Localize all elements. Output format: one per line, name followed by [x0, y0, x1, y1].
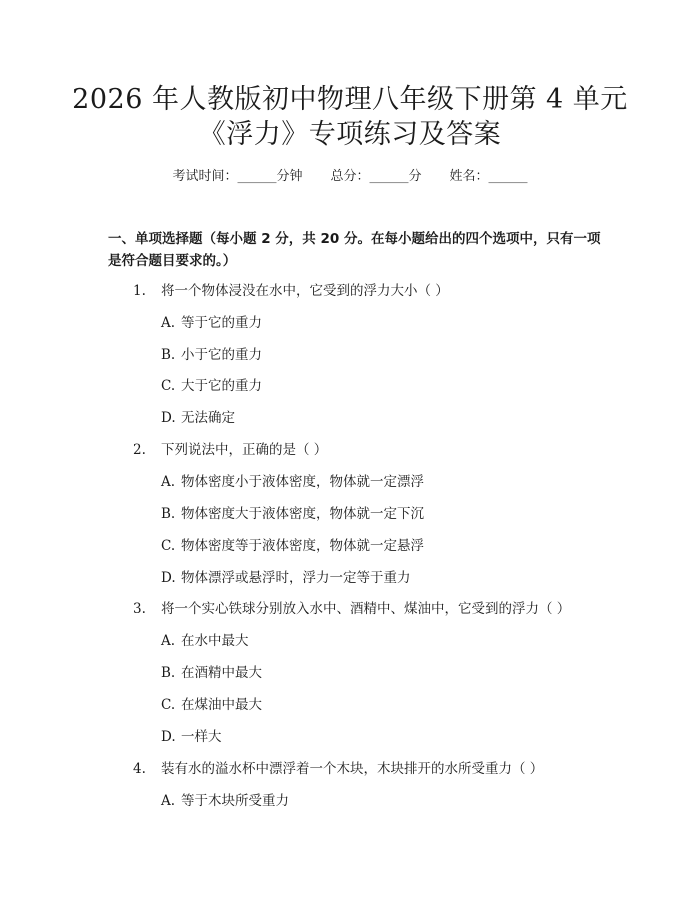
option-text: 物体密度大于液体密度，物体就一定下沉	[181, 506, 424, 522]
document-title-line1: 2026 年人教版初中物理八年级下册第 4 单元	[72, 84, 628, 115]
option-label: C.	[161, 378, 176, 394]
option-2b	[161, 505, 424, 523]
option-label: D.	[161, 410, 176, 426]
question-text: 将一个物体浸没在水中，它受到的浮力大小（ ）	[161, 283, 449, 299]
option-text: 无法确定	[181, 410, 235, 426]
option-text: 等于它的重力	[181, 315, 262, 331]
question-number: 2.	[133, 442, 146, 458]
option-label: D.	[161, 729, 176, 745]
option-text: 物体漂浮或悬浮时，浮力一定等于重力	[181, 570, 411, 586]
option-label: A.	[161, 633, 176, 649]
option-3b	[161, 664, 262, 682]
question-number: 3.	[133, 601, 146, 617]
question-number: 1.	[133, 283, 146, 299]
option-label: C.	[161, 538, 176, 554]
option-2a	[161, 473, 424, 491]
total-score-field: 总分：______分	[330, 169, 422, 184]
option-text: 小于它的重力	[181, 347, 262, 363]
option-text: 物体密度等于液体密度，物体就一定悬浮	[181, 538, 424, 554]
question-text: 下列说法中，正确的是（ ）	[161, 442, 328, 458]
option-label: A.	[161, 474, 176, 490]
option-1a	[161, 314, 262, 332]
option-label: D.	[161, 570, 176, 586]
option-1b	[161, 346, 262, 364]
option-label: C.	[161, 697, 176, 713]
option-label: B.	[161, 506, 176, 522]
option-text: 大于它的重力	[181, 378, 262, 394]
question-text: 装有水的溢水杯中漂浮着一个木块，木块排开的水所受重力（ ）	[161, 761, 544, 777]
exam-info	[0, 168, 700, 186]
option-1c	[161, 377, 262, 395]
option-label: B.	[161, 347, 176, 363]
exam-time-field: 考试时间：______分钟	[172, 169, 303, 184]
option-2d	[161, 569, 411, 587]
option-label: B.	[161, 665, 176, 681]
document-title-line2: 《浮力》专项练习及答案	[198, 119, 502, 150]
option-4a	[161, 792, 289, 810]
option-text: 一样大	[181, 729, 222, 745]
option-1d	[161, 409, 235, 427]
question-2	[133, 441, 327, 459]
option-label: A.	[161, 793, 176, 809]
option-text: 在酒精中最大	[181, 665, 262, 681]
option-text: 在煤油中最大	[181, 697, 262, 713]
option-2c	[161, 537, 424, 555]
question-text: 将一个实心铁球分别放入水中、酒精中、煤油中，它受到的浮力（ ）	[161, 601, 571, 617]
student-name-field: 姓名：______	[449, 169, 528, 184]
question-4	[133, 760, 543, 778]
option-3a	[161, 632, 249, 650]
option-3d	[161, 728, 222, 746]
section-heading: 一、单项选择题（每小题 2 分，共 20 分。在每小题给出的四个选项中，只有一项是符合题目要求的。）	[108, 231, 601, 269]
question-3	[133, 600, 570, 618]
question-number: 4.	[133, 761, 146, 777]
option-label: A.	[161, 315, 176, 331]
option-text: 物体密度小于液体密度，物体就一定漂浮	[181, 474, 424, 490]
option-text: 在水中最大	[181, 633, 249, 649]
option-text: 等于木块所受重力	[181, 793, 289, 809]
option-3c	[161, 696, 262, 714]
question-1	[133, 282, 449, 300]
